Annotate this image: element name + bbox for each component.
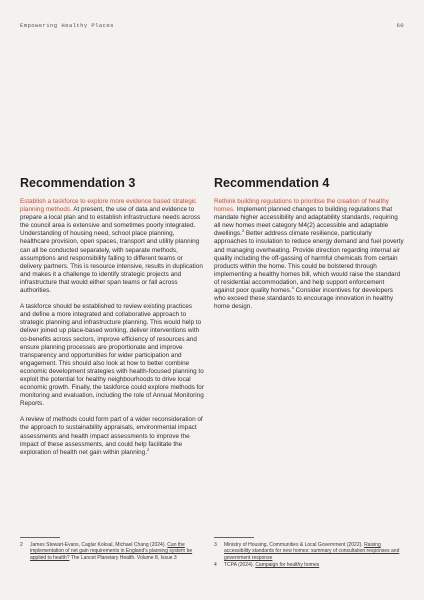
footnote-ref-2[interactable]: 2 — [146, 446, 150, 452]
footnote-authors: James Stewart-Evans, Caglar Koksal, Michael Chang (2024). — [30, 542, 168, 548]
recommendation-3-paragraph-1-body: At present, the use of data and evidence to prepare a local plan and to establish infrastructure needs across the council area is extensive and sometimes poorly integrated. Understanding of housing need, school place planning, healthcare provision, open spaces, transport and utility planning can all be conducted separately, with separate methods, assumptions and responsibility falling to different teams or delivery partners. This is resource intensive, results in duplication and makes it a challenge to identify strategic projects and infrastructure that would either span teams or fall across authorities. — [20, 206, 203, 295]
footnote-authors: Ministry of Housing, Communities & Local Government (2022). — [224, 542, 365, 548]
recommendation-4-lead: Rethink building regulations to prioritise the creation of healthy homes. — [214, 198, 389, 214]
page-number: 60 — [396, 22, 404, 29]
footnote-number: 4 — [214, 562, 217, 569]
recommendation-3-paragraph-2: A taskforce should be established to review existing practices and define a more integrated and collaborative approach to strategic planning and infrastructure planning. This would help to deliver joined up place-based working, deliver interventions with co-benefits across sectors, improve efficiency of resources and ensure planning processes are proportionate and improve transparency and opportunities for wider participation and engagement. This should also look at how to better combine economic development strategies with health-focused planning to exploit the potential for healthy neighbourhoods to drive local economic growth. Finally, the taskforce could explore methods for monitoring and evaluation, including the role of Annual Monitoring Reports. — [20, 303, 204, 408]
recommendation-3-lead: Establish a taskforce to explore more evidence based strategic planning methods. — [20, 198, 197, 214]
footnote-2 — [20, 542, 204, 561]
recommendation-3-paragraph-3-body: A review of methods could form part of a wider reconsideration of the approach to sustainability appraisals, environmental impact assessments and health impact assessments to improve the impact of these assessments, and could help facilitate the exploration of health net gain within planning. — [20, 416, 203, 456]
footnotes-right — [214, 537, 404, 570]
footnote-link[interactable]: Raising accessibility standards for new homes: summary of consultation responses and government response — [224, 542, 400, 561]
recommendation-4-section — [214, 176, 404, 319]
recommendation-3-section — [20, 176, 204, 465]
footnote-number: 2 — [20, 542, 23, 548]
footnote-text — [224, 542, 404, 561]
footnote-divider — [20, 537, 60, 538]
page-header — [20, 22, 404, 29]
footnote-number: 3 — [214, 542, 217, 548]
document-title: Empowering Healthy Places — [20, 22, 114, 29]
footnote-text — [30, 542, 204, 561]
footnote-text — [224, 562, 319, 568]
recommendation-4-body-a: Implement planned changes to building regulations that mandate higher accessibility and adaptability standards, requiring all new homes meet category M4(2) accessible and adaptable dwellings. — [214, 206, 398, 238]
footnote-link[interactable]: Campaign for healthy homes — [255, 562, 320, 569]
footnote-divider — [214, 537, 254, 538]
footnote-source: The Lancet Planetary Health. Volume 8, Issue 3 — [69, 554, 177, 561]
footnote-link[interactable]: Can the implementation of net gain requirements in England's planning system be applied to health? — [30, 542, 193, 561]
footnote-4 — [214, 562, 404, 568]
recommendation-3-paragraph-1 — [20, 198, 204, 295]
recommendation-3-paragraph-3 — [20, 416, 204, 456]
footnote-ref-4[interactable]: 4 — [291, 284, 294, 290]
recommendation-3-heading: Recommendation 3 — [20, 176, 136, 190]
footnote-ref-3[interactable]: 3 — [241, 228, 245, 234]
footnote-3 — [214, 542, 404, 561]
recommendation-4-body-b: Better address climate resilience, particularly approaches to insulation to reduce energy demand and fuel poverty and managing overheating. Provide direction regarding internal air quality including the off-gassing of harmful chemicals from certain products within the home. This could be bolstered through implementing a healthy homes bill, which would raise the standard of residential accommodation, and help support enforcement against poor quality homes. — [214, 230, 404, 295]
recommendation-4-heading: Recommendation 4 — [214, 176, 330, 190]
recommendation-4-body-c: Consider incentives for developers who exceed these standards to encourage innovation in healthy home design. — [214, 287, 394, 311]
footnotes-left — [20, 537, 204, 562]
recommendation-4-paragraph-1 — [214, 198, 404, 311]
footnote-authors: TCPA (2024). — [224, 562, 256, 569]
